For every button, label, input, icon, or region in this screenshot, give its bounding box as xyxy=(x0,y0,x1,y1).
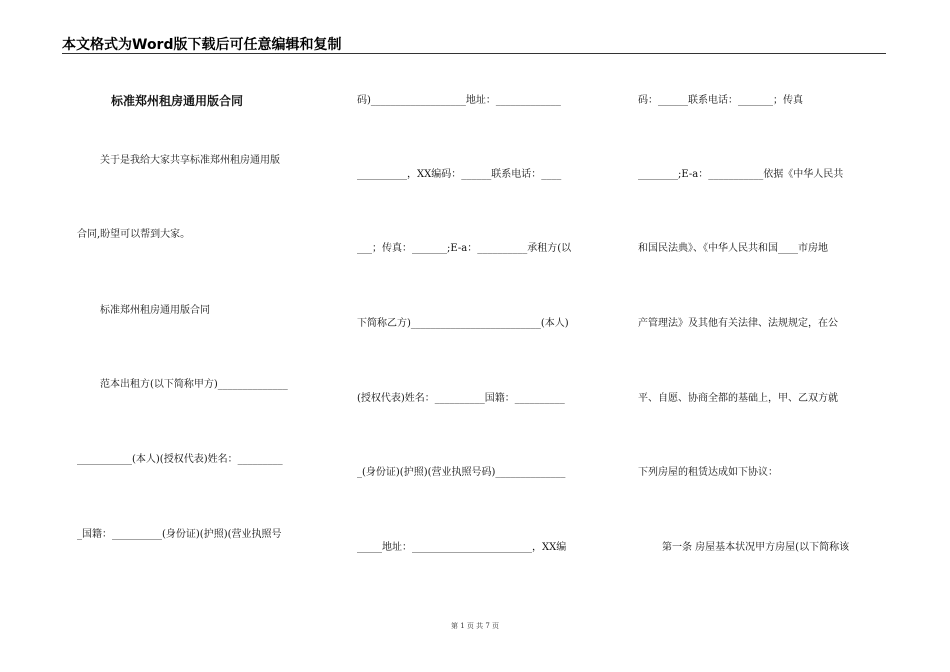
section-heading: 标准郑州租房通用版合同 xyxy=(100,305,210,316)
document-title: 标准郑州租房通用版合同 xyxy=(111,94,244,108)
paragraph-line: 下简称乙方)__________________________(本人) xyxy=(357,318,569,329)
paragraph-line: 码：______联系电话：_______；传真 xyxy=(638,95,803,106)
document-header: 本文格式为Word版下载后可任意编辑和复制 xyxy=(62,37,342,53)
paragraph-line: 码)___________________地址：_____________ xyxy=(357,95,561,106)
page-number: 第 1 页 共 7 页 xyxy=(450,622,500,630)
paragraph-line: _国籍：__________(身份证)(护照)(营业执照号 xyxy=(77,529,282,540)
paragraph-line: 和国民法典》、《中华人民共和国____市房地 xyxy=(638,243,828,254)
paragraph-line: __________，XX编码：______联系电话：____ xyxy=(357,169,562,180)
paragraph-line: 关于是我给大家共享标准郑州租房通用版 xyxy=(100,155,280,166)
paragraph-line: _(身份证)(护照)(营业执照号码)______________ xyxy=(357,467,566,478)
paragraph-line: 第一条 房屋基本状况甲方房屋(以下简称该 xyxy=(662,542,850,553)
paragraph-line: ___；传真：_______;E-a：__________承租方(以 xyxy=(357,243,572,254)
paragraph-line: 下列房屋的租赁达成如下协议： xyxy=(638,467,778,478)
paragraph-line: ___________(本人)(授权代表)姓名：_________ xyxy=(77,454,283,465)
paragraph-line: 产管理法》及其他有关法律、法规规定，在公 xyxy=(638,318,838,329)
paragraph-line: (授权代表)姓名：__________国籍：__________ xyxy=(357,393,565,404)
paragraph-line: 合同,盼望可以帮到大家。 xyxy=(77,229,191,240)
header-rule xyxy=(62,53,886,54)
paragraph-line: 平、自愿、协商全都的基础上，甲、乙双方就 xyxy=(638,393,838,404)
paragraph-line: _____地址：________________________，XX编 xyxy=(357,542,567,553)
paragraph-line: ________;E-a：___________依据《中华人民共 xyxy=(638,169,844,180)
paragraph-line: 范本出租方(以下简称甲方)______________ xyxy=(100,379,288,390)
